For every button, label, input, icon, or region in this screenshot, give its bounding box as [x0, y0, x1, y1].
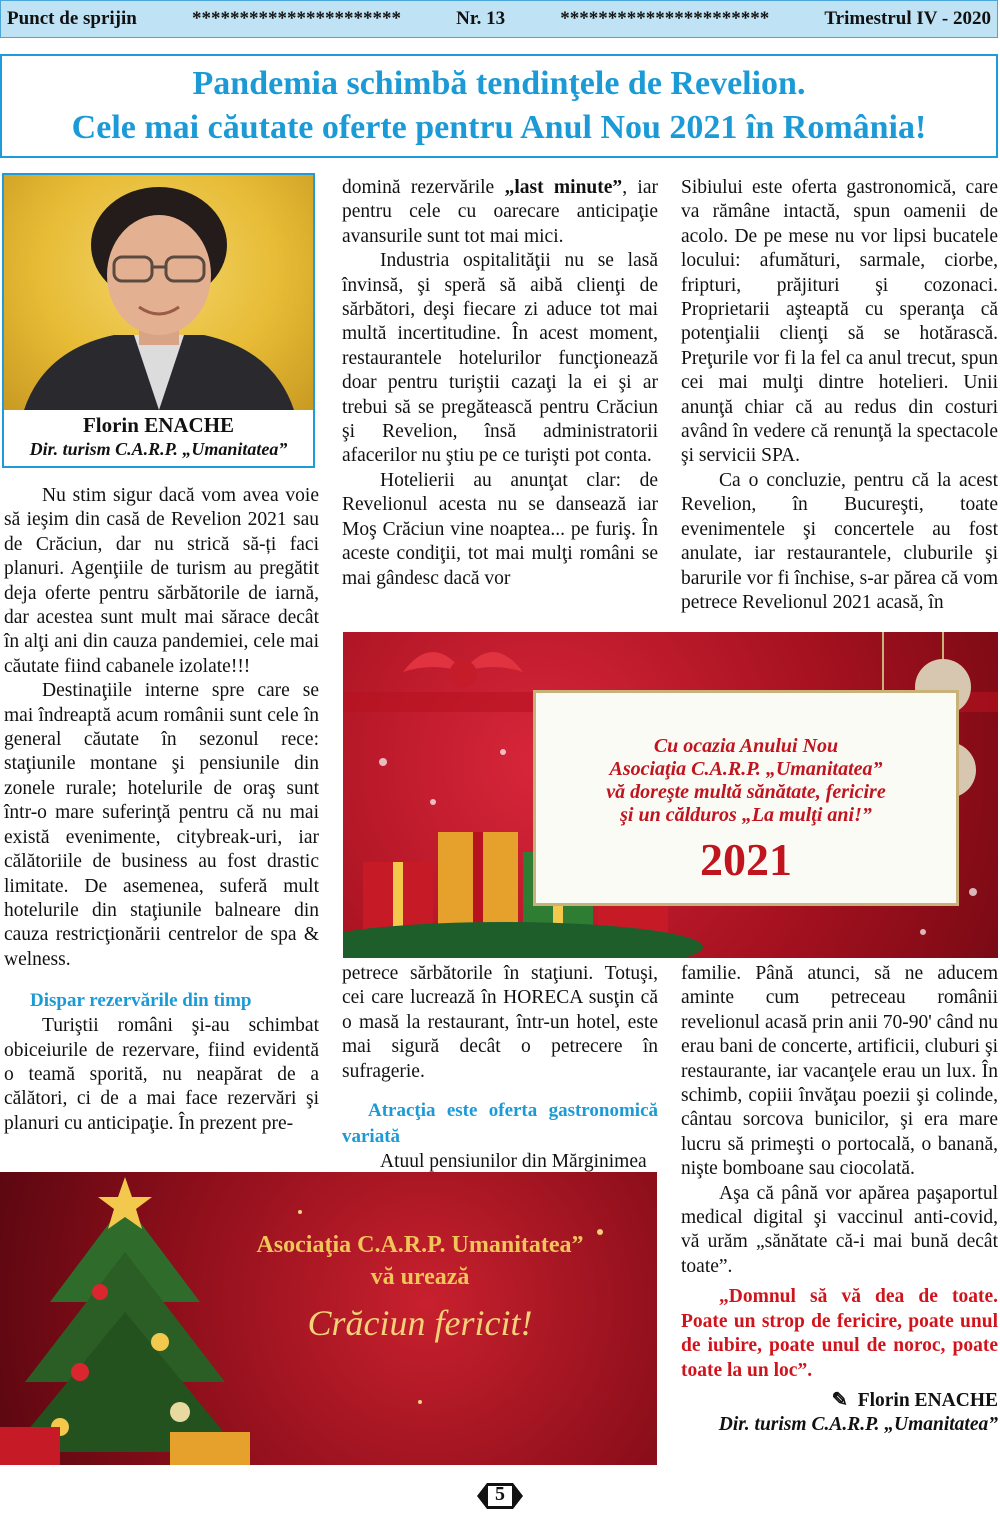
christmas-banner: [0, 1172, 657, 1465]
signature-name: [681, 1389, 998, 1413]
card-line-1: Cu ocazia Anului Nou: [653, 735, 839, 757]
paragraph: Destinaţiile interne spre care se mai îndreaptă acum românii sunt cele în general căutate în sezonul rece: staţiunile montane şi pensiunile din zonele rurale; hotelurile de oraş sunt într-o mare suferinţă pentru că nu mai există evenimente, citybreak-uri, iar călătoriile de business au fost drastic limitate. De asemenea, suferă mult hotelurile din staţiunile balneare din cauza restricţionării centrelor de spa & welness.: [4, 680, 319, 970]
emphasis-last-minute: „last minute”: [504, 177, 623, 198]
issue-quarter: Trimestrul IV - 2020: [824, 8, 991, 29]
card-line-3: vă doreşte multă sănătate, fericire: [606, 781, 886, 803]
author-portrait-image: [4, 175, 313, 410]
paragraph: Atuul pensiunilor din Mărginimea: [380, 1151, 647, 1173]
paragraph: familie. Până atunci, să ne aducem aminte cum petreceau românii revelionul acasă prin anii 70-90' când nu erau bani de concerte, artificii, cluburi şi restaurante, iar vacanţele erau un lux. În schimb, copiii învăţau poezii şi colinde, cântau sorcova bunicilor, şi era mare lucru să primeşti o portocală, o banană, nişte bomboane sau ciocolată.: [681, 963, 998, 1180]
issue-number: Nr. 13: [456, 8, 506, 29]
article-column-2-bottom: [342, 962, 658, 1174]
card-message-panel: [533, 690, 959, 906]
page-number: [477, 1481, 523, 1511]
article-column-3-top: [681, 176, 998, 615]
closing-quote: „Domnul să vă dea de toate. Poate un strop de fericire, poate unul de iubire, poate unul de noroc, poate toate la un loc”.: [681, 1286, 998, 1381]
card-message: [536, 735, 956, 827]
new-year-greeting-card: [343, 632, 998, 958]
paragraph: Industria ospitalităţii nu se lasă învinsă, şi speră să aibă clienţi de sărbători, deşi fiecare zi aduce tot mai multă incertitudine. În acest moment, restaurantele hotelurilor funcţionează doar pentru turiştii cazaţi la ei şi ar trebui să se pregătească pentru Crăciun şi Revelion, însă administratorii afacerilor nu ştiu pe ce turişti pot conta.: [342, 250, 658, 467]
publication-name: Punct de sprijin: [7, 8, 137, 29]
section-heading: Dispar rezervările din timp: [30, 990, 252, 1012]
article-column-3-bottom: [681, 962, 998, 1438]
page-number-text: 5: [495, 1483, 505, 1505]
article-column-1: [4, 484, 319, 1136]
signature-name-text: Florin ENACHE: [857, 1389, 998, 1411]
banner-line-2: vă urează: [370, 1264, 470, 1290]
card-line-4: şi un călduros „La mulţi ani!”: [620, 804, 872, 826]
header-stars-left: **********************: [192, 8, 402, 29]
banner-line-1: Asociaţia C.A.R.P. Umanitatea”: [256, 1232, 584, 1258]
paragraph: Ca o concluzie, pentru că la acest Revelion, în Bucureşti, toate evenimentele şi concertele au fost anulate, iar restaurantele, cluburile şi barurile vor fi închise, s-ar părea că vom petrece Revelionul 2021 acasă, în: [681, 469, 998, 613]
header-bar: [0, 0, 998, 38]
paragraph: Sibiului este oferta gastronomică, care va rămâne intactă, spun oamenii de acolo. De pe mese nu vor lipsi bucatele locului: afumături, sarmale, ciorbe, fripturi, prăjituri şi cozonaci. Proprietarii aşteaptă cu speranţa că potenţialii clienţi să se hotărască. Preţurile vor fi la fel ca anul trecut, spun cei mai mulţi dintre hotelieri. Unii anunţă chiar că au redus din costuri având în vedere că renunţă la spectacole şi servicii SPA.: [681, 177, 998, 467]
text-fragment: domină rezervările: [342, 177, 505, 198]
header-stars-right: **********************: [560, 8, 770, 29]
author-name: Florin ENACHE: [82, 413, 235, 437]
author-role: Dir. turism C.A.R.P. „Umanitatea”: [29, 439, 288, 459]
headline-line-1: Pandemia schimbă tendinţele de Revelion.: [192, 65, 806, 102]
article-column-2-top: [342, 176, 658, 591]
card-line-2: Asociaţia C.A.R.P. „Umanitatea”: [609, 758, 883, 780]
paragraph: petrece sărbătorile în staţiuni. Totuşi, cei care lucrează în HORECA susţin că o masă la restaurant, într-un hotel, este mai sigură decât o petrecere în sufragerie.: [342, 963, 658, 1082]
banner-line-3: Crăciun fericit!: [307, 1303, 533, 1343]
article-headline: [0, 54, 998, 158]
section-heading: Atracţia este oferta gastronomică variată: [342, 1100, 658, 1148]
paragraph: Aşa că până vor apărea paşaportul medical digital şi vaccinul anti-covid, vă urăm „sănătate că-i mai bună decât toate”.: [681, 1182, 998, 1277]
author-photo: [4, 175, 313, 410]
paragraph: Turiştii români şi-au schimbat obiceiurile de rezervare, fiind evidentă o teamă sporită, nu neapărat de a călători, ci de a mai face rezervări şi planuri cu anticipaţie. În prezent pre-: [4, 1015, 319, 1134]
author-photo-box: [2, 173, 315, 468]
headline-line-2: Cele mai căutate oferte pentru Anul Nou 2021 în România!: [71, 109, 927, 146]
paragraph: Hotelierii au anunţat clar: de Revelionul acesta nu se dansează iar Moş Crăciun vine noaptea... pe furiş. În aceste condiţii, tot mai mulţi români se mai gândesc dacă vor: [342, 469, 658, 589]
paragraph: Nu stim sigur dacă vom avea voie să ieşim din casă de Revelion 2021 sau de Crăciun, dar nu strică să-ți faci planuri. Agenţiile de turism au pregătit deja oferte pentru sărbătorile de iarnă, dar acestea sunt mult mai sărace decât în alţi ani din cauza pandemiei, cele mai căutate fiind cabanele izolate!!!: [4, 485, 319, 677]
signature-role: Dir. turism C.A.R.P. „Umanitatea”: [718, 1414, 998, 1436]
paragraph: [342, 176, 658, 249]
card-year: 2021: [700, 834, 792, 885]
text-fragment: , iar pentru cele cu oarecare anticipaţie avansurile sunt tot mai mici.: [342, 177, 658, 247]
pen-icon: ✎: [831, 1389, 848, 1411]
